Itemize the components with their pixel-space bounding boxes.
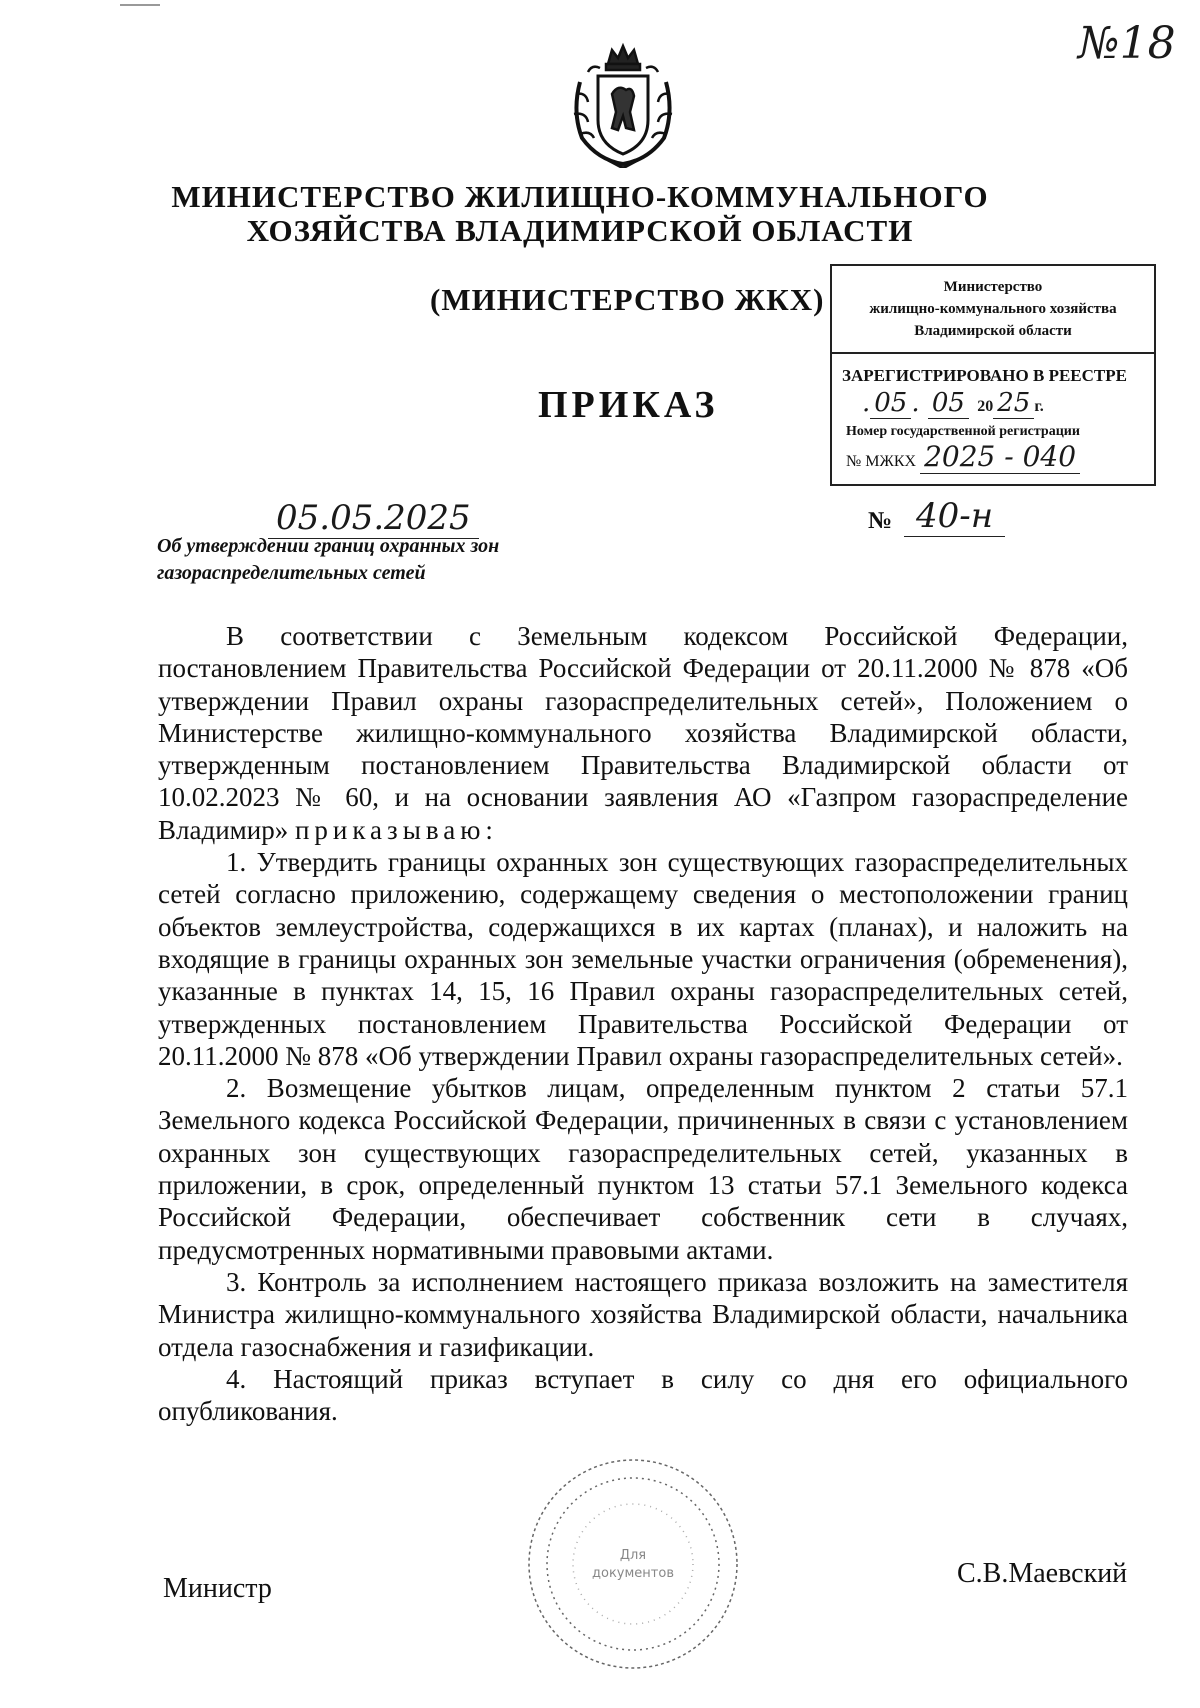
ministry-title-line2: ХОЗЯЙСТВА ВЛАДИМИРСКОЙ ОБЛАСТИ bbox=[246, 213, 914, 248]
registry-number-value: 2025 - 040 bbox=[920, 440, 1080, 474]
order-word: приказываю: bbox=[294, 814, 498, 845]
item-3: 3. Контроль за исполнением настоящего приказа возложить на заместителя Министра жилищно-коммунального хозяйства Владимирской области, начальника отдела газоснабжения и газификации. bbox=[158, 1266, 1128, 1362]
registry-date-year-abbr: г. bbox=[1034, 398, 1044, 415]
order-body bbox=[158, 620, 1128, 1427]
registry-stamp-header bbox=[832, 266, 1154, 354]
registered-label: ЗАРЕГИСТРИРОВАНО В РЕЕСТРЕ bbox=[842, 366, 1127, 385]
registry-org-line2: жилищно-коммунального хозяйства bbox=[869, 301, 1117, 317]
item-1: 1. Утвердить границы охранных зон существующих газораспределительных сетей согласно приложению, содержащему сведения о местоположении границ объектов землеустройства, содержащихся в их картах (планах), и наложить на входящие в границы охранных зон земельные участки ограничения (обременения), указанные в пунктах 14, 15, 16 Правил охраны газораспределительных сетей, утвержденных постановлением Правительства Российской Федерации от 20.11.2000 № 878 «Об утверждении Правил охраны газораспределительных сетей». bbox=[158, 847, 1128, 1071]
ministry-title bbox=[150, 180, 1010, 248]
seal-center-line1: Для bbox=[619, 1548, 647, 1563]
ministry-short-name: (МИНИСТЕРСТВО ЖКХ) bbox=[430, 282, 825, 317]
registry-date: . 05 . 05 20 25 г. bbox=[862, 388, 1044, 418]
seal-center-line2: документов bbox=[592, 1566, 674, 1581]
signer-title: Министр bbox=[163, 1573, 272, 1604]
order-subject-line1: Об утверждении границ охранных зон bbox=[157, 535, 500, 557]
order-number bbox=[904, 496, 1005, 536]
preamble-text: В соответствии с Земельным кодексом Российской Федерации, постановлением Правительства Российской Федерации от 20.11.2000 № 878 «Об утверждении Правил охраны газораспределительных сетей», Положением о Министерстве жилищно-коммунального хозяйства Владимирской области, утвержденным постановлением Правительства Владимирской области от 10.02.2023 № 60, и на основании заявления АО «Газпром газораспределение Владимир» bbox=[158, 621, 1128, 845]
preamble-paragraph bbox=[158, 620, 1128, 846]
registry-date-month: 05 bbox=[928, 388, 969, 419]
order-subject-line2: газораспределительных сетей bbox=[157, 562, 426, 584]
registry-date-year-prefix: 20 bbox=[977, 398, 994, 415]
registry-date-day: 05 bbox=[870, 388, 911, 419]
coat-of-arms-icon bbox=[568, 42, 678, 168]
registry-date-year-suffix: 25 bbox=[993, 388, 1034, 419]
item-4: 4. Настоящий приказ вступает в силу со дня его официального опубликования. bbox=[158, 1363, 1128, 1427]
order-date-value: 05.05.2025 bbox=[268, 498, 479, 539]
registry-number-label: Номер государственной регистрации bbox=[846, 424, 1080, 439]
handwritten-note: №18 bbox=[1078, 18, 1176, 69]
order-number-label: № bbox=[868, 508, 893, 534]
registry-stamp bbox=[830, 264, 1156, 486]
order-number-value: 40-н bbox=[904, 496, 1005, 537]
registry-org-line3: Владимирской области bbox=[914, 323, 1072, 339]
registry-org-line1: Министерство bbox=[943, 279, 1043, 295]
item-2: 2. Возмещение убытков лицам, определенным пунктом 2 статьи 57.1 Земельного кодекса Российской Федерации, причиненных в связи с установлением охранных зон существующих газораспределительных сетей, указанных в приложении, в срок, определенный пунктом 13 статьи 57.1 Земельного кодекса Российской Федерации, обеспечивает собственник сети в случаях, предусмотренных нормативными правовыми актами. bbox=[158, 1073, 1128, 1265]
document-type: ПРИКАЗ bbox=[538, 384, 719, 426]
round-seal-icon bbox=[524, 1455, 742, 1673]
registry-number bbox=[832, 440, 1154, 474]
order-date bbox=[268, 498, 479, 538]
signer-name: С.В.Маевский bbox=[957, 1558, 1128, 1589]
registry-number-prefix: № МЖКХ bbox=[846, 453, 917, 470]
order-subject bbox=[157, 533, 587, 587]
scan-mark bbox=[120, 4, 160, 6]
ministry-title-line1: МИНИСТЕРСТВО ЖИЛИЩНО-КОММУНАЛЬНОГО bbox=[171, 179, 989, 214]
